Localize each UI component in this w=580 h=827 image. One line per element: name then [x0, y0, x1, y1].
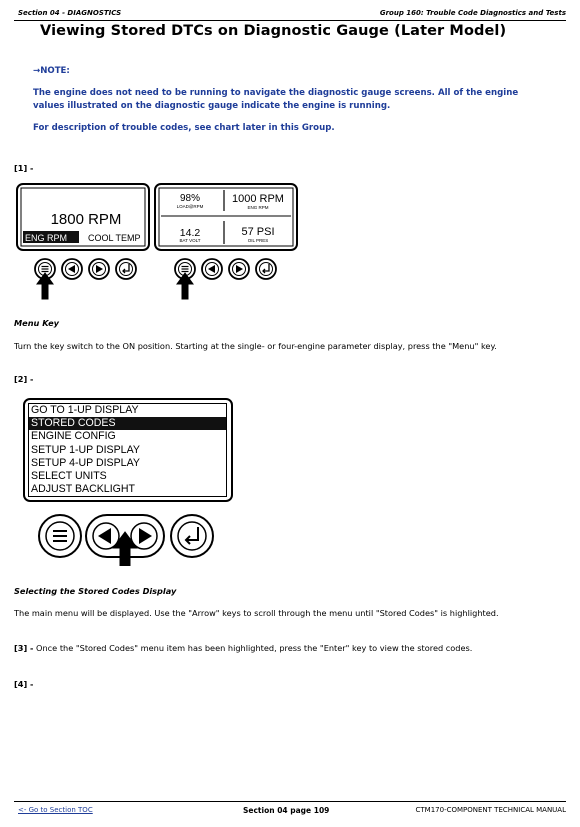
oil-pressure-label: OIL PRES [247, 238, 269, 243]
single-parameter-display [17, 184, 149, 250]
header-divider [14, 20, 566, 21]
main-menu-list [28, 403, 227, 497]
main-menu-display [23, 398, 233, 502]
menu-item-go-to-1-up: GO TO 1-UP DISPLAY [31, 404, 139, 416]
step-3 [14, 643, 472, 653]
main-menu-buttons [14, 506, 244, 566]
main-menu-figure [14, 394, 244, 566]
section-toc-link[interactable]: <- Go to Section TOC [18, 806, 93, 814]
page-number: Section 04 page 109 [243, 806, 330, 815]
stored-codes-caption-text: The main menu will be displayed. Use the "Arrow" keys to scroll through the menu until "Stored Codes" is highlighted. [14, 608, 499, 618]
menu-item-engine-config: ENGINE CONFIG [31, 430, 116, 443]
eng-rpm-tab: ENG RPM [25, 233, 68, 243]
menu-item-stored-codes: STORED CODES [29, 417, 226, 430]
menu-item-setup-1-up: SETUP 1-UP DISPLAY [31, 443, 140, 456]
four-parameter-display [155, 184, 297, 250]
menu-key-caption-text: Turn the key switch to the ON position. Starting at the single- or four-engine parameter display, press the "Menu" key. [14, 341, 497, 351]
header-group: Group 160: Trouble Code Diagnostics and Tests [379, 9, 566, 17]
menu-key-caption-title: Menu Key [14, 318, 59, 328]
footer-divider [14, 801, 566, 802]
note-label: →NOTE: [33, 66, 70, 76]
rpm-value: 1000 RPM [232, 193, 284, 205]
oil-pressure-value: 57 PSI [241, 226, 275, 238]
step-2-label: [2] - [14, 374, 34, 384]
rpm-label: ENG RPM [247, 205, 269, 210]
single-rpm-value: 1800 RPM [50, 211, 122, 228]
note-description: For description of trouble codes, see chart later in this Group. [33, 123, 335, 133]
page-title: Viewing Stored DTCs on Diagnostic Gauge (Later Model) [40, 23, 507, 39]
right-button-row [175, 259, 276, 299]
menu-item-setup-4-up: SETUP 4-UP DISPLAY [31, 456, 140, 469]
left-button-row [35, 259, 136, 299]
step-3-text: Once the "Stored Codes" menu item has been highlighted, press the "Enter" key to view the stored codes. [36, 643, 473, 653]
menu-item-select-units: SELECT UNITS [31, 469, 107, 482]
battery-value: 14.2 [179, 227, 201, 239]
menu-item-adjust-backlight: ADJUST BACKLIGHT [31, 483, 135, 496]
step-3-label: [3] - [14, 643, 34, 653]
step-1-label: [1] - [14, 163, 34, 173]
battery-label: BAT VOLT [179, 238, 201, 243]
stored-codes-caption-title: Selecting the Stored Codes Display [14, 586, 177, 596]
header-section: Section 04 - DIAGNOSTICS [18, 9, 122, 17]
step-4-label: [4] - [14, 679, 34, 689]
load-value: 98% [179, 193, 201, 204]
gauge-menu-key-figure [14, 181, 304, 301]
cool-temp-tab: COOL TEMP [88, 233, 141, 243]
note-text: The engine does not need to be running to navigate the diagnostic gauge screens. All of the engine values illustrated on the diagnostic gauge indicate the engine is running. [33, 88, 519, 111]
manual-name: CTM170-COMPONENT TECHNICAL MANUAL [415, 806, 566, 814]
load-label: LOAD@RPM [176, 204, 204, 209]
